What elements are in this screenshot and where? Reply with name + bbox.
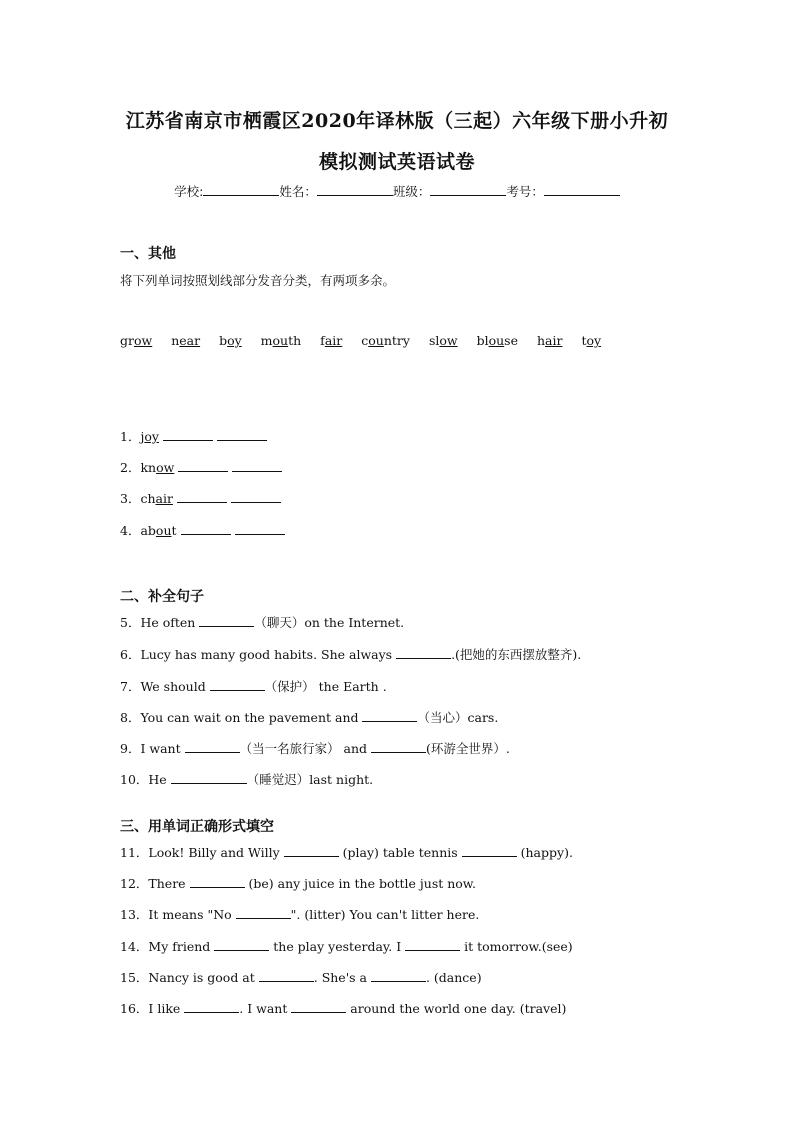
word-grow: grow: [120, 333, 153, 348]
answer-blank[interactable]: [171, 771, 247, 784]
number-blank[interactable]: [544, 183, 620, 196]
item-3: 3．chair: [120, 489, 281, 507]
answer-blank[interactable]: [462, 844, 517, 857]
exam-title-line2: 模拟测试英语试卷: [318, 151, 475, 173]
answer-blank[interactable]: [405, 938, 460, 951]
answer-blank[interactable]: [214, 938, 269, 951]
answer-blank[interactable]: [284, 844, 339, 857]
question-12: 12．There (be) any juice in the bottle just now.: [120, 876, 476, 891]
answer-blank[interactable]: [163, 428, 213, 441]
answer-blank[interactable]: [291, 1000, 346, 1013]
number-label: 考号：: [506, 184, 544, 199]
answer-blank[interactable]: [235, 522, 285, 535]
answer-blank[interactable]: [396, 646, 451, 659]
word-hair: hair: [536, 333, 563, 348]
question-6: 6．Lucy has many good habits. She always .(把她的东西摆放整齐).: [120, 647, 582, 662]
answer-blank[interactable]: [185, 740, 240, 753]
word-boy: boy: [219, 333, 242, 348]
question-15: 15．Nancy is good at . She's a . (dance): [120, 970, 482, 985]
answer-blank[interactable]: [217, 428, 267, 441]
section2-heading: 二、补全句子: [120, 589, 204, 605]
name-label: 姓名：: [279, 184, 317, 199]
question-11: 11．Look! Billy and Willy (play) table tennis (happy).: [120, 845, 573, 860]
question-8: 8．You can wait on the pavement and （当心）cars.: [120, 710, 499, 725]
school-blank[interactable]: [203, 183, 279, 196]
question-7: 7．We should （保护） the Earth .: [120, 679, 387, 694]
answer-blank[interactable]: [184, 1000, 239, 1013]
section1-heading: 一、其他: [120, 246, 176, 262]
answer-blank[interactable]: [232, 459, 282, 472]
question-14: 14．My friend the play yesterday. I it tomorrow.(see): [120, 939, 573, 954]
answer-blank[interactable]: [362, 709, 417, 722]
answer-blank[interactable]: [177, 490, 227, 503]
word-bank: [120, 333, 616, 348]
answer-blank[interactable]: [371, 740, 426, 753]
exam-title-line1: 江苏省南京市栖霞区2020年译林版（三起）六年级下册小升初: [125, 110, 669, 132]
question-5: 5．He often （聊天）on the Internet.: [120, 615, 405, 630]
student-info-row: [0, 182, 794, 200]
item-4: 4．about: [120, 521, 285, 539]
question-13: 13．It means "No ". (litter) You can't litter here.: [120, 907, 480, 922]
question-10: 10．He （睡觉迟）last night.: [120, 772, 374, 787]
word-slow: slow: [428, 333, 458, 348]
question-9: 9．I want （当一名旅行家） and (环游全世界）.: [120, 741, 510, 756]
name-blank[interactable]: [317, 183, 393, 196]
question-16: 16．I like . I want around the world one day. (travel): [120, 1001, 567, 1016]
word-blouse: blouse: [476, 333, 518, 348]
answer-blank[interactable]: [371, 969, 426, 982]
class-blank[interactable]: [430, 183, 506, 196]
class-label: 班级：: [392, 184, 431, 199]
section1-instruction: 将下列单词按照划线部分发音分类，有两项多余。: [120, 273, 396, 288]
word-mouth: mouth: [260, 333, 302, 348]
answer-blank[interactable]: [236, 906, 291, 919]
answer-blank[interactable]: [190, 875, 245, 888]
item-2: 2．know: [120, 458, 282, 476]
answer-blank[interactable]: [259, 969, 314, 982]
item-1: 1．joy: [120, 427, 267, 445]
word-country: country: [361, 333, 410, 348]
answer-blank[interactable]: [231, 490, 281, 503]
word-fair: fair: [320, 333, 343, 348]
answer-blank[interactable]: [178, 459, 228, 472]
word-toy: toy: [581, 333, 602, 348]
answer-blank[interactable]: [181, 522, 231, 535]
answer-blank[interactable]: [199, 614, 254, 627]
answer-blank[interactable]: [210, 678, 265, 691]
school-label: 学校:: [174, 184, 204, 199]
section3-heading: 三、用单词正确形式填空: [120, 819, 274, 835]
word-near: near: [171, 333, 201, 348]
